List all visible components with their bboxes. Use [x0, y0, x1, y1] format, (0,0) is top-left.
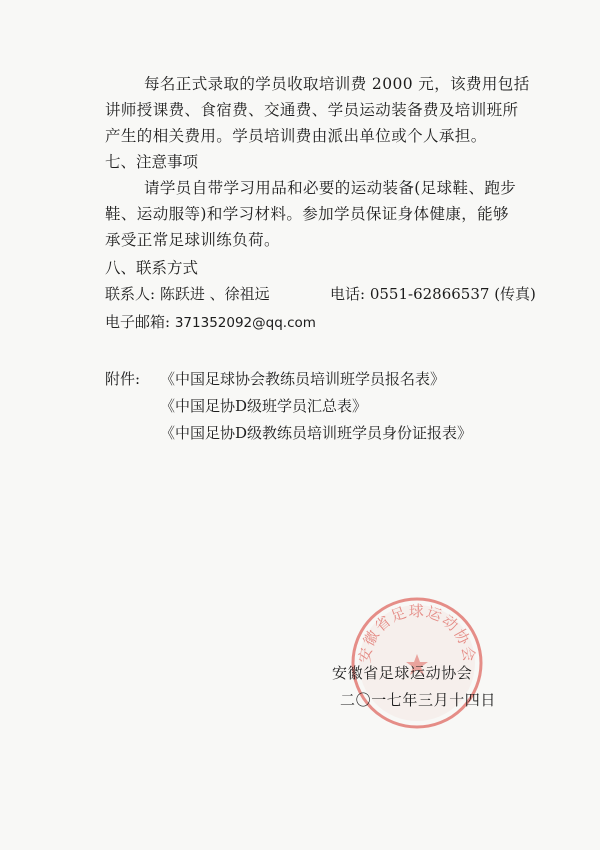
phone-value: 0551-62866537 (传真) [369, 285, 536, 303]
fees-line-2: 讲师授课费、食宿费、交通费、学员运动装备费及培训班所 [105, 101, 519, 119]
notes-line-3: 承受正常足球训练负荷。 [105, 231, 280, 249]
fees-line-3: 产生的相关费用。学员培训费由派出单位或个人承担。 [105, 127, 487, 145]
signature-organization: 安徽省足球运动协会 [332, 664, 473, 682]
contacts-label: 联系人: [105, 285, 156, 303]
seal-text: 安徽省足球运动协会 [355, 602, 479, 665]
phone-label: 电话: [330, 285, 366, 303]
contacts-row [105, 284, 270, 304]
notes-line-1: 请学员自带学习用品和必要的运动装备(足球鞋、跑步 [144, 179, 517, 197]
signature-date: 二〇一七年三月十四日 [340, 691, 497, 709]
attachment-item-2: 《中国足协D级班学员汇总表》 [160, 397, 368, 415]
attachments-label: 附件: [105, 370, 141, 388]
email-row [105, 312, 316, 333]
attachment-item-1: 《中国足球协会教练员培训班学员报名表》 [160, 370, 446, 388]
email-label: 电子邮箱: [105, 313, 171, 331]
fees-line-1: 每名正式录取的学员收取培训费 2000 元，该费用包括 [144, 75, 530, 93]
attachment-item-3: 《中国足协D级教练员培训班学员身份证报表》 [160, 424, 473, 442]
email-value: 371352092@qq.com [174, 315, 316, 331]
notes-line-2: 鞋、运动服等)和学习材料。参加学员保证身体健康，能够 [105, 205, 509, 223]
phone-row [330, 284, 536, 304]
section-notes-heading: 七、注意事项 [105, 153, 199, 171]
section-contact-heading: 八、联系方式 [105, 259, 199, 277]
contacts-names: 陈跃进 、徐祖远 [159, 285, 270, 303]
